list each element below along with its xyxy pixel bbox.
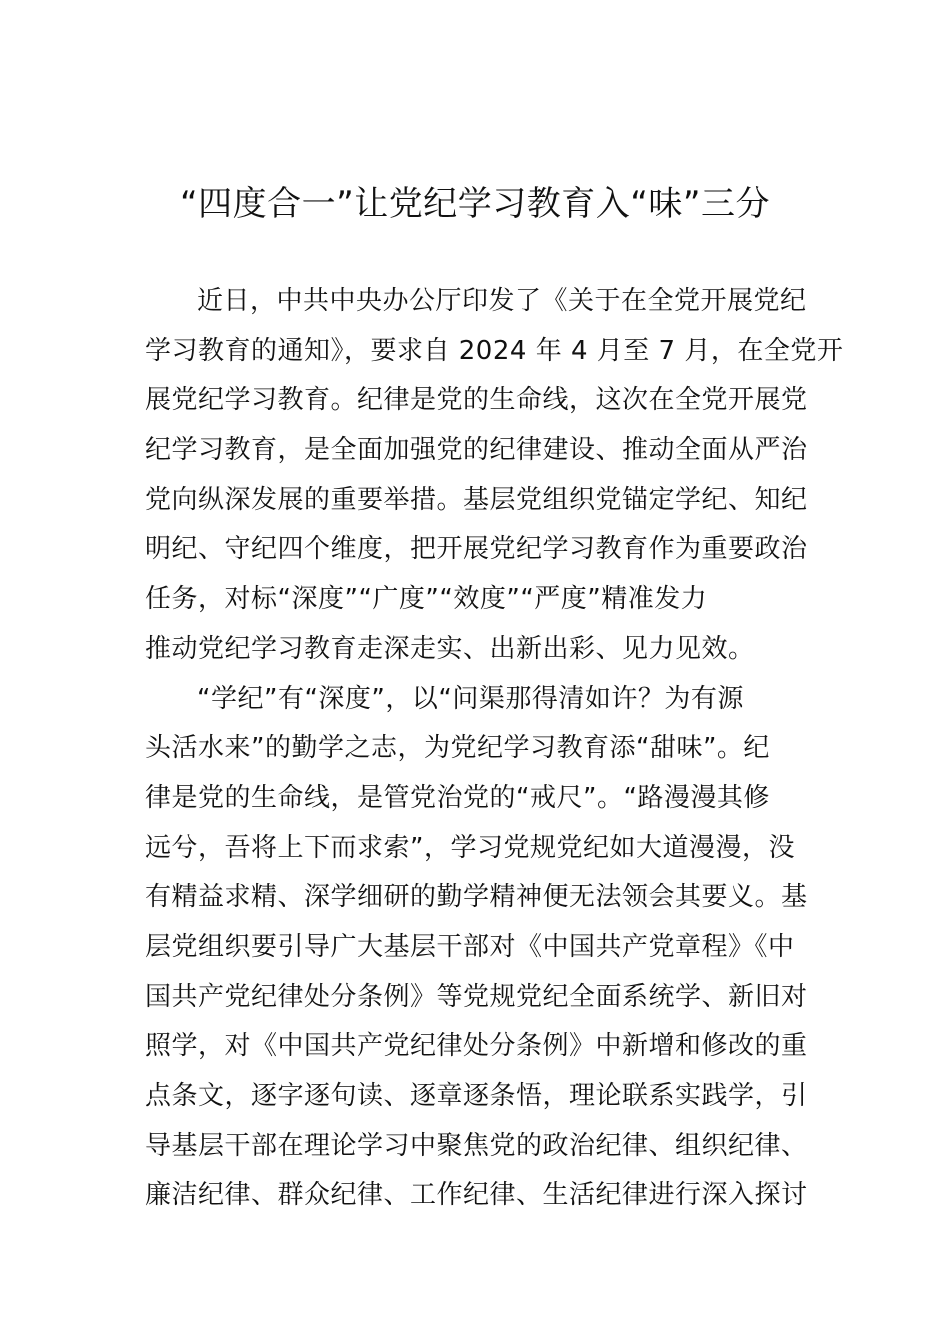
paragraph-1-line-1: 近日，中共中央办公厅印发了《关于在全党开展党纪 <box>197 286 807 316</box>
paragraph-2-line-11: 廉洁纪律、群众纪律、工作纪律、生活纪律进行深入探讨 <box>145 1180 808 1211</box>
paragraph-1-line-7: 任务，对标“深度”“广度”“效度”“严度”精准发力 <box>145 584 708 615</box>
paragraph-2-line-7: 国共产党纪律处分条例》等党规党纪全面系统学、新旧对 <box>145 981 808 1012</box>
paragraph-1-line-2: 学习教育的通知》，要求自 2024 年 4 月至 7 月，在全党开 <box>145 335 844 366</box>
paragraph-2-line-8: 照学，对《中国共产党纪律处分条例》中新增和修改的重 <box>145 1031 808 1062</box>
paragraph-2-line-2: 头活水来”的勤学之志，为党纪学习教育添“甜味”。纪 <box>145 733 770 764</box>
paragraph-1-line-6: 明纪、守纪四个维度，把开展党纪学习教育作为重要政治 <box>145 534 808 565</box>
paragraph-1-line-5: 党向纵深发展的重要举措。基层党组织党锚定学纪、知纪 <box>145 484 808 515</box>
paragraph-1-line-3: 展党纪学习教育。纪律是党的生命线，这次在全党开展党 <box>145 385 808 416</box>
paragraph-2-line-5: 有精益求精、深学细研的勤学精神便无法领会其要义。基 <box>145 882 808 913</box>
paragraph-2-line-6: 层党组织要引导广大基层干部对《中国共产党章程》《中 <box>145 931 795 962</box>
document-title: “四度合一”让党纪学习教育入“味”三分 <box>180 184 770 224</box>
paragraph-2-line-1: “学纪”有“深度”，以“问渠那得清如许？为有源 <box>197 683 744 714</box>
paragraph-2-line-10: 导基层干部在理论学习中聚焦党的政治纪律、组织纪律、 <box>145 1130 808 1161</box>
paragraph-1-line-4: 纪学习教育，是全面加强党的纪律建设、推动全面从严治 <box>145 435 808 466</box>
paragraph-2-line-3: 律是党的生命线，是管党治党的“戒尺”。“路漫漫其修 <box>145 782 770 813</box>
paragraph-1-line-8: 推动党纪学习教育走深走实、出新出彩、见力见效。 <box>145 633 755 664</box>
paragraph-2-line-4: 远兮，吾将上下而求索”，学习党规党纪如大道漫漫，没 <box>145 832 795 863</box>
paragraph-2-line-9: 点条文，逐字逐句读、逐章逐条悟，理论联系实践学，引 <box>145 1081 808 1111</box>
document-body <box>145 277 844 1221</box>
